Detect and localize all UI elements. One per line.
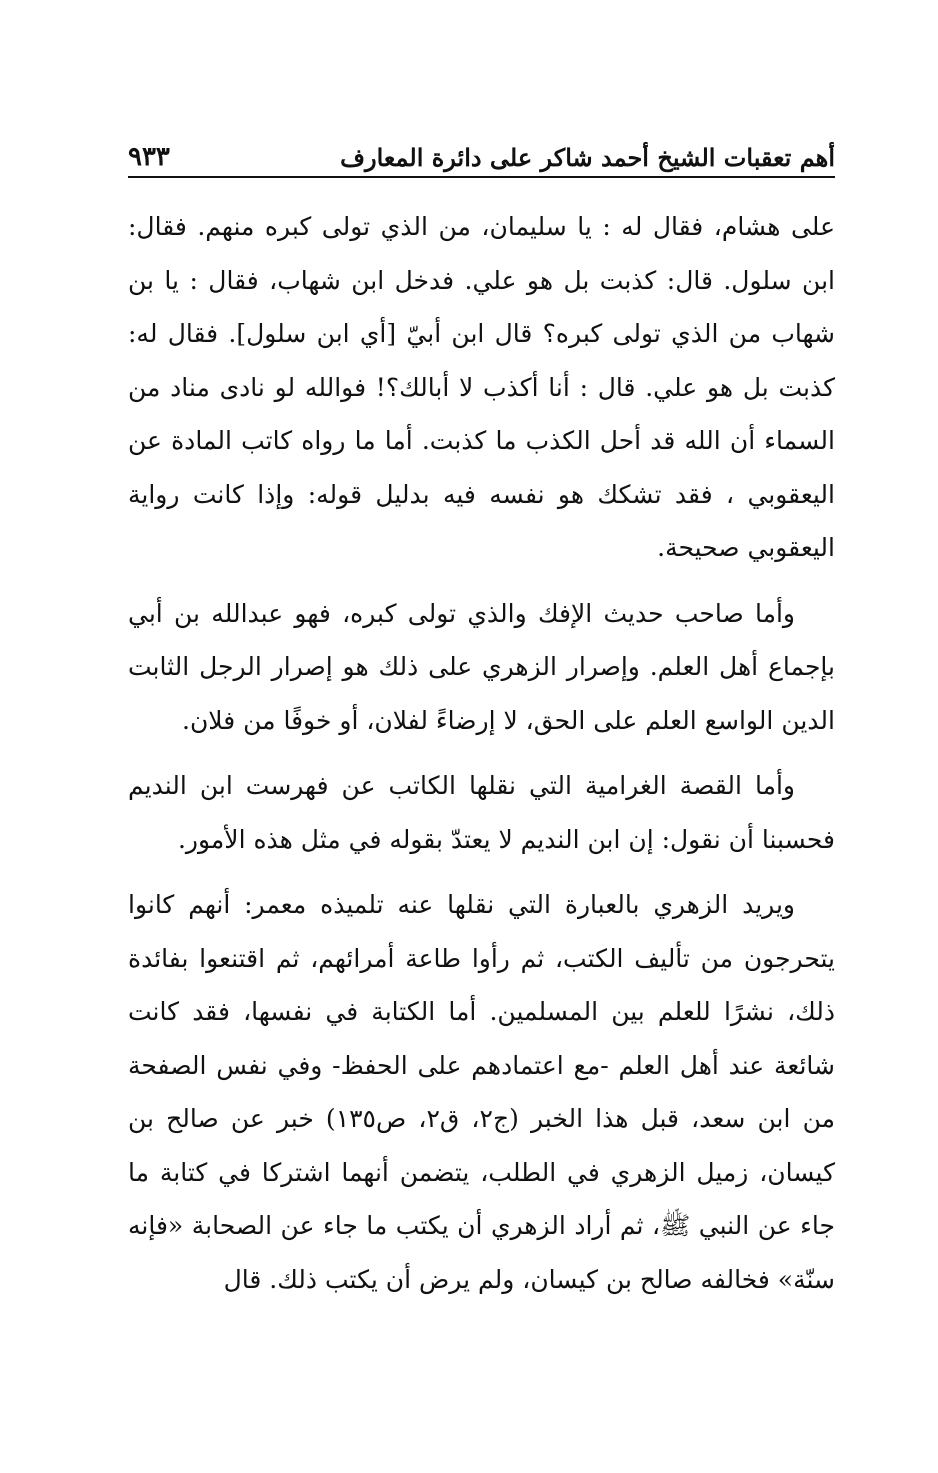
page-number: ٩٣٣	[128, 142, 170, 172]
paragraph-ifk: وأما صاحب حديث الإفك والذي تولى كبره، فهو عبدالله بن أبي بإجماع أهل العلم. وإصرار الزهري على ذلك هو إصرار الرجل الثابت الدين الواسع العلم على الحق، لا إرضاءً لفلان، أو خوفًا من فلان.	[128, 598, 835, 735]
running-header	[128, 122, 835, 178]
paragraph-ibn-nadim: وأما القصة الغرامية التي نقلها الكاتب عن فهرست ابن النديم فحسبنا أن نقول: إن ابن النديم لا يعتدّ بقوله في مثل هذه الأمور.	[128, 771, 835, 854]
paragraph-writing: ويريد الزهري بالعبارة التي نقلها عنه تلميذه معمر: أنهم كانوا يتحرجون من تأليف الكتب، ثم رأوا طاعة أمرائهم، ثم اقتنعوا بفائدة ذلك، نشرًا للعلم بين المسلمين. أما الكتابة في نفسها، فقد كانت شائعة عند أهل العلم -مع اعتمادهم على الحفظ- وفي نفس الصفحة من ابن سعد، قبل هذا الخبر (ج٢، ق٢، ص١٣٥) خبر عن صالح بن كيسان، زميل الزهري في الطلب، يتضمن أنهما اشتركا في كتابة ما جاء عن النبي ﷺ، ثم أراد الزهري أن يكتب ما جاء عن الصحابة «فإنه سنّة» فخالفه صالح بن كيسان، ولم يرض أن يكتب ذلك. قال	[128, 890, 835, 1294]
running-title: أهم تعقبات الشيخ أحمد شاكر على دائرة المعارف	[340, 143, 835, 172]
body-text	[128, 200, 835, 1306]
paragraph-continuation: على هشام، فقال له : يا سليمان، من الذي تولى كبره منهم. فقال: ابن سلول. قال: كذبت بل هو علي. فدخل ابن شهاب، فقال : يا بن شهاب من الذي تولى كبره؟ قال ابن أبيّ [أي ابن سلول]. فقال له: كذبت بل هو علي. قال : أنا أكذب لا أبالك؟! فوالله لو نادى مناد من السماء أن الله قد أحل الكذب ما كذبت. أما ما رواه كاتب المادة عن اليعقوبي ، فقد تشكك هو نفسه فيه بدليل قوله: وإذا كانت رواية اليعقوبي صحيحة.	[128, 212, 835, 562]
book-page	[128, 122, 835, 1306]
